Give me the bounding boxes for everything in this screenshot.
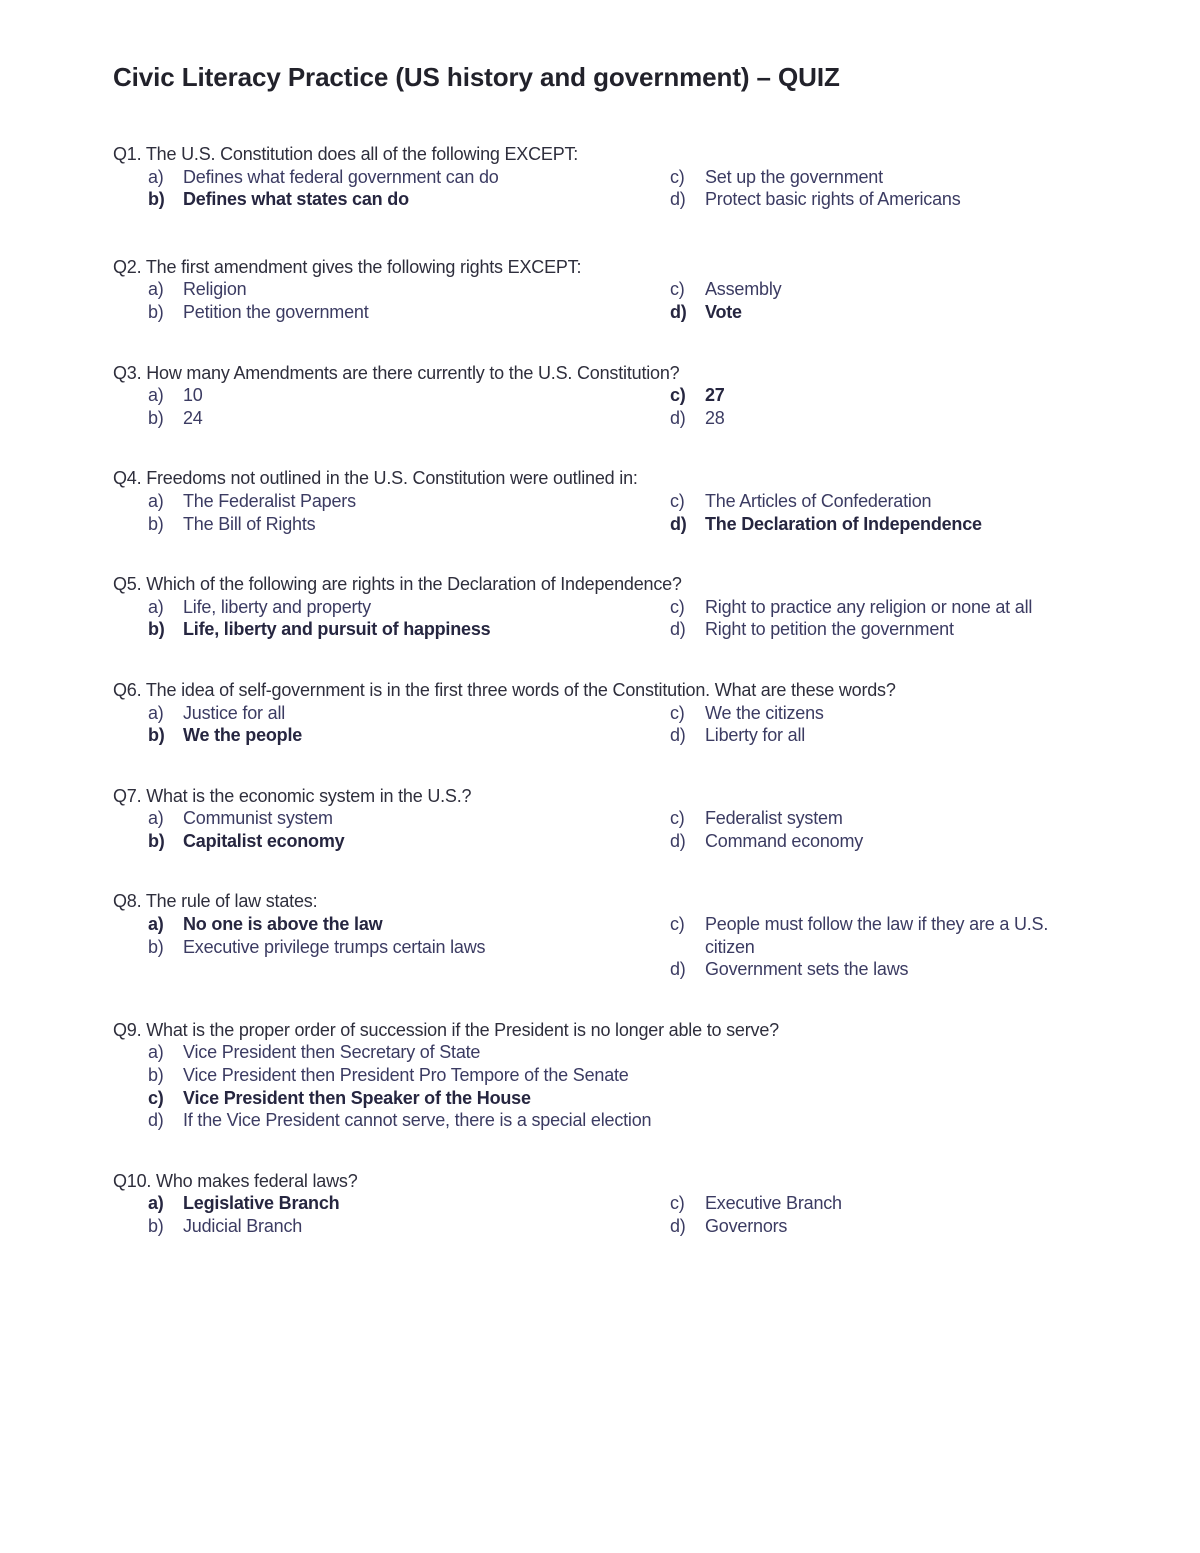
option-c: [635, 702, 1055, 725]
option-letter: c): [148, 1087, 164, 1108]
option-b-correct: [113, 724, 635, 747]
option-a: [113, 490, 635, 513]
option-a: [113, 596, 635, 619]
option-letter: c): [670, 490, 685, 511]
option-text: Governors: [705, 1216, 788, 1236]
option-letter: d): [670, 959, 686, 980]
option-d-correct: [635, 513, 1055, 536]
options-right-column: [635, 596, 1055, 641]
question-text: Q8. The rule of law states:: [113, 891, 318, 912]
option-letter: a): [148, 166, 164, 187]
option-a-correct: [113, 1192, 635, 1215]
option-text: Vice President then President Pro Tempore of the Senate: [183, 1065, 629, 1086]
option-text: We the citizens: [705, 702, 824, 723]
option-letter: c): [670, 914, 685, 935]
option-text: Right to practice any religion or none at all: [705, 596, 1033, 617]
option-text: Vote: [705, 301, 742, 322]
option-letter: c): [670, 596, 685, 617]
option-a: [113, 807, 635, 830]
option-d: [113, 1109, 1013, 1132]
question-text: Q9. What is the proper order of succession if the President is no longer able to serve?: [113, 1019, 779, 1040]
option-text: Assembly: [705, 279, 782, 300]
option-c: [635, 913, 1055, 958]
question-text: Q2. The first amendment gives the following rights EXCEPT:: [113, 256, 582, 277]
options-right-column: [635, 702, 1055, 747]
option-c: [635, 596, 1055, 619]
options-left-column: [113, 807, 635, 852]
option-text: Command economy: [705, 830, 864, 851]
option-text: If the Vice President cannot serve, there is a special election: [183, 1110, 652, 1131]
options-right-column: [635, 278, 1055, 323]
option-text: Vice President then Speaker of the House: [183, 1087, 531, 1108]
option-letter: b): [148, 189, 165, 210]
question-2: [113, 256, 1113, 324]
question-3: [113, 362, 1113, 430]
option-letter: b): [148, 301, 164, 322]
option-letter: d): [670, 513, 687, 534]
option-letter: c): [670, 1193, 685, 1214]
question-text: Q6. The idea of self-government is in the first three words of the Constitution. What are these words?: [113, 679, 896, 700]
options-right-column: [635, 384, 1055, 429]
option-text: Protect basic rights of Americans: [705, 189, 961, 210]
option-d: [635, 958, 1055, 981]
quiz-body: [113, 143, 1113, 1238]
option-letter: a): [148, 808, 164, 829]
option-letter: d): [670, 725, 686, 746]
option-text: People must follow the law if they are a U.S. citizen: [705, 914, 1049, 957]
option-b: [113, 936, 635, 959]
option-letter: a): [148, 702, 164, 723]
option-a: [113, 166, 635, 189]
option-c: [635, 278, 1055, 301]
option-text: 27: [705, 385, 725, 406]
option-letter: d): [670, 301, 687, 322]
option-d: [635, 407, 1055, 430]
option-a-correct: [113, 913, 635, 936]
option-d: [635, 1215, 1055, 1238]
options-left-column: [113, 1192, 635, 1237]
option-text: Federalist system: [705, 808, 843, 829]
options-left-column: [113, 278, 635, 323]
option-text: Justice for all: [183, 702, 286, 723]
option-text: Set up the government: [705, 166, 883, 187]
question-text: Q5. Which of the following are rights in the Declaration of Independence?: [113, 574, 682, 595]
option-d: [635, 830, 1055, 853]
option-letter: d): [670, 1216, 686, 1236]
options-left-column: [113, 166, 635, 211]
question-10: [113, 1170, 1113, 1238]
option-text: Liberty for all: [705, 725, 806, 746]
options-right-column: [635, 166, 1055, 211]
option-c-correct: [635, 384, 1055, 407]
option-text: Defines what federal government can do: [183, 166, 499, 187]
option-letter: a): [148, 1193, 164, 1214]
option-text: Judicial Branch: [183, 1216, 303, 1236]
question-text: Q1. The U.S. Constitution does all of the following EXCEPT:: [113, 144, 579, 164]
option-d: [635, 188, 1055, 211]
option-text: Vice President then Secretary of State: [183, 1042, 481, 1063]
options-left-column: [113, 596, 635, 641]
option-letter: d): [670, 189, 686, 210]
question-text: Q7. What is the economic system in the U.S.?: [113, 785, 472, 806]
option-d: [635, 618, 1055, 641]
option-text: Communist system: [183, 808, 333, 829]
option-letter: a): [148, 596, 164, 617]
option-b-correct: [113, 188, 635, 211]
option-text: Government sets the laws: [705, 959, 909, 980]
option-a: [113, 384, 635, 407]
option-letter: b): [148, 725, 165, 746]
option-text: Petition the government: [183, 301, 369, 322]
option-letter: b): [148, 407, 164, 428]
option-text: Life, liberty and pursuit of happiness: [183, 619, 491, 640]
option-b: [113, 513, 635, 536]
option-text: The Bill of Rights: [183, 513, 316, 534]
option-text: We the people: [183, 725, 303, 746]
options-right-column: [635, 490, 1055, 535]
option-letter: d): [670, 619, 686, 640]
options-left-column: [113, 913, 635, 981]
option-letter: b): [148, 513, 164, 534]
question-text: Q10. Who makes federal laws?: [113, 1170, 358, 1191]
option-letter: d): [148, 1110, 164, 1131]
question-4: [113, 467, 1113, 535]
option-letter: b): [148, 1216, 164, 1236]
option-text: 10: [183, 385, 203, 406]
option-text: The Federalist Papers: [183, 490, 356, 511]
option-c-correct: [113, 1087, 1013, 1110]
option-text: Defines what states can do: [183, 189, 409, 210]
option-text: 24: [183, 407, 203, 428]
option-b: [113, 407, 635, 430]
option-text: Executive privilege trumps certain laws: [183, 936, 486, 957]
option-letter: d): [670, 407, 686, 428]
option-letter: b): [148, 619, 165, 640]
question-1: [113, 143, 1113, 211]
option-letter: a): [148, 914, 164, 935]
option-text: No one is above the law: [183, 914, 383, 935]
option-b-correct: [113, 618, 635, 641]
option-a: [113, 1041, 1013, 1064]
option-letter: a): [148, 1042, 164, 1063]
option-text: Religion: [183, 279, 247, 300]
options-right-column: [635, 1192, 1055, 1237]
option-text: 28: [705, 407, 725, 428]
option-b-correct: [113, 830, 635, 853]
option-text: The Articles of Confederation: [705, 490, 932, 511]
option-letter: a): [148, 279, 164, 300]
option-letter: b): [148, 1065, 164, 1086]
option-text: Right to petition the government: [705, 619, 954, 640]
options-left-column: [113, 384, 635, 429]
options-left-column: [113, 1041, 1013, 1131]
option-a: [113, 702, 635, 725]
option-text: Legislative Branch: [183, 1193, 340, 1214]
question-5: [113, 573, 1113, 641]
option-letter: c): [670, 385, 686, 406]
option-text: Life, liberty and property: [183, 596, 371, 617]
options-right-column: [635, 913, 1055, 981]
option-letter: c): [670, 702, 685, 723]
option-b: [113, 301, 635, 324]
option-letter: d): [670, 830, 686, 851]
option-c: [635, 166, 1055, 189]
option-text: The Declaration of Independence: [705, 513, 982, 534]
option-letter: b): [148, 936, 164, 957]
question-text: Q4. Freedoms not outlined in the U.S. Constitution were outlined in:: [113, 468, 638, 489]
option-d-correct: [635, 301, 1055, 324]
question-8: [113, 890, 1113, 980]
option-b: [113, 1064, 1013, 1087]
question-7: [113, 785, 1113, 853]
question-text: Q3. How many Amendments are there currently to the U.S. Constitution?: [113, 362, 680, 383]
options-right-column: [635, 807, 1055, 852]
option-text: Executive Branch: [705, 1193, 842, 1214]
option-text: Capitalist economy: [183, 830, 345, 851]
page-title: Civic Literacy Practice (US history and government) – QUIZ: [113, 62, 840, 92]
option-letter: a): [148, 490, 164, 511]
option-c: [635, 807, 1055, 830]
option-c: [635, 1192, 1055, 1215]
option-a: [113, 278, 635, 301]
question-9: [113, 1019, 1113, 1132]
option-d: [635, 724, 1055, 747]
option-b: [113, 1215, 635, 1238]
question-6: [113, 679, 1113, 747]
option-letter: c): [670, 808, 685, 829]
option-c: [635, 490, 1055, 513]
option-letter: c): [670, 279, 685, 300]
option-letter: b): [148, 830, 165, 851]
option-letter: a): [148, 385, 164, 406]
options-left-column: [113, 490, 635, 535]
options-left-column: [113, 702, 635, 747]
option-letter: c): [670, 166, 685, 187]
